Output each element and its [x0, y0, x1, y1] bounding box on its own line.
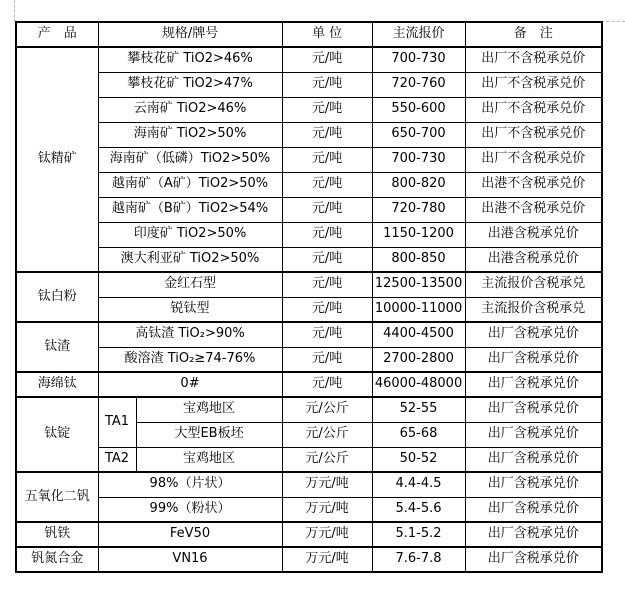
product-group-cell: 五氧化二钒 [16, 472, 98, 522]
unit-cell: 元/吨 [282, 272, 372, 297]
table-row [16, 97, 602, 122]
header-row [16, 22, 602, 47]
spec-cell: 云南矿 TiO2>46% [98, 97, 282, 122]
unit-cell: 万元/吨 [282, 497, 372, 522]
col-header-note: 备 注 [465, 22, 602, 47]
unit-cell: 万元/吨 [282, 547, 372, 572]
table-row [16, 447, 602, 472]
product-group-cell: 钛精矿 [16, 47, 98, 272]
spec-cell: 宝鸡地区 [136, 447, 282, 472]
spec-cell: 海南矿 TiO2>50% [98, 122, 282, 147]
spec-cell: 99%（粉状） [98, 497, 282, 522]
unit-cell: 元/吨 [282, 47, 372, 72]
note-cell: 出厂含税承兑价 [465, 347, 602, 372]
table-row [16, 147, 602, 172]
price-cell: 7.6-7.8 [372, 547, 465, 572]
note-cell: 出厂含税承兑价 [465, 447, 602, 472]
unit-cell: 元/吨 [282, 347, 372, 372]
note-cell: 出厂含税承兑价 [465, 372, 602, 397]
note-cell: 出厂不含税承兑价 [465, 122, 602, 147]
price-cell: 720-760 [372, 72, 465, 97]
grade-cell: TA1 [98, 397, 136, 447]
spec-cell: 宝鸡地区 [136, 397, 282, 422]
table-row [16, 222, 602, 247]
table-row [16, 297, 602, 322]
unit-cell: 元/吨 [282, 222, 372, 247]
table-row [16, 472, 602, 497]
unit-cell: 元/吨 [282, 247, 372, 272]
note-cell: 出厂含税承兑价 [465, 322, 602, 347]
note-cell: 出厂含税承兑价 [465, 522, 602, 547]
note-cell: 出厂不含税承兑价 [465, 47, 602, 72]
product-group-cell: 钛锭 [16, 397, 98, 472]
unit-cell: 万元/吨 [282, 472, 372, 497]
price-cell: 700-730 [372, 47, 465, 72]
page-break-guide-horizontal [601, 21, 625, 22]
unit-cell: 元/吨 [282, 372, 372, 397]
product-group-cell: 海绵钛 [16, 372, 98, 397]
table-row [16, 172, 602, 197]
spec-cell: 攀枝花矿 TiO2>46% [98, 47, 282, 72]
note-cell: 出厂含税承兑价 [465, 472, 602, 497]
table-row [16, 397, 602, 422]
spec-cell: VN16 [98, 547, 282, 572]
note-cell: 出港不含税承兑价 [465, 172, 602, 197]
table-row [16, 547, 602, 572]
table-row [16, 522, 602, 547]
unit-cell: 元/吨 [282, 147, 372, 172]
unit-cell: 元/吨 [282, 97, 372, 122]
price-cell: 46000-48000 [372, 372, 465, 397]
product-group-cell: 钒铁 [16, 522, 98, 547]
col-header-price: 主流报价 [372, 22, 465, 47]
spec-cell: 攀枝花矿 TiO2>47% [98, 72, 282, 97]
table-row [16, 372, 602, 397]
note-cell: 出港含税承兑价 [465, 247, 602, 272]
price-cell: 800-820 [372, 172, 465, 197]
spec-cell: 高钛渣 TiO₂>90% [98, 322, 282, 347]
price-cell: 50-52 [372, 447, 465, 472]
unit-cell: 元/吨 [282, 297, 372, 322]
spec-cell: 0# [98, 372, 282, 397]
price-cell: 700-730 [372, 147, 465, 172]
spec-cell: 澳大利亚矿 TiO2>50% [98, 247, 282, 272]
spec-cell: 越南矿（B矿）TiO2>54% [98, 197, 282, 222]
price-cell: 5.4-5.6 [372, 497, 465, 522]
spec-cell: FeV50 [98, 522, 282, 547]
table-row [16, 247, 602, 272]
note-cell: 主流报价含税承兑 [465, 297, 602, 322]
price-cell: 1150-1200 [372, 222, 465, 247]
note-cell: 出厂不含税承兑价 [465, 97, 602, 122]
unit-cell: 元/公斤 [282, 447, 372, 472]
table-row [16, 347, 602, 372]
spec-cell: 锐钛型 [98, 297, 282, 322]
price-cell: 4.4-4.5 [372, 472, 465, 497]
table-row [16, 272, 602, 297]
note-cell: 出厂不含税承兑价 [465, 147, 602, 172]
spec-cell: 98%（片状） [98, 472, 282, 497]
note-cell: 出厂含税承兑价 [465, 497, 602, 522]
unit-cell: 元/吨 [282, 122, 372, 147]
note-cell: 出厂不含税承兑价 [465, 72, 602, 97]
price-cell: 5.1-5.2 [372, 522, 465, 547]
unit-cell: 元/公斤 [282, 422, 372, 447]
price-cell: 650-700 [372, 122, 465, 147]
spec-cell: 大型EB板坯 [136, 422, 282, 447]
unit-cell: 元/吨 [282, 322, 372, 347]
table-row [16, 197, 602, 222]
page-break-guide-vertical [14, 0, 15, 22]
price-cell: 720-780 [372, 197, 465, 222]
col-header-spec: 规格/牌号 [98, 22, 282, 47]
note-cell: 主流报价含税承兑 [465, 272, 602, 297]
note-cell: 出厂含税承兑价 [465, 397, 602, 422]
table-row [16, 122, 602, 147]
note-cell: 出厂含税承兑价 [465, 547, 602, 572]
product-group-cell: 钛白粉 [16, 272, 98, 322]
table-row [16, 72, 602, 97]
spec-cell: 金红石型 [98, 272, 282, 297]
table-row [16, 497, 602, 522]
price-cell: 550-600 [372, 97, 465, 122]
spec-cell: 海南矿（低磷）TiO2>50% [98, 147, 282, 172]
price-cell: 65-68 [372, 422, 465, 447]
note-cell: 出港含税承兑价 [465, 222, 602, 247]
spec-cell: 越南矿（A矿）TiO2>50% [98, 172, 282, 197]
price-cell: 12500-13500 [372, 272, 465, 297]
note-cell: 出港不含税承兑价 [465, 197, 602, 222]
spec-cell: 酸溶渣 TiO₂≥74-76% [98, 347, 282, 372]
table-row [16, 322, 602, 347]
note-cell: 出厂含税承兑价 [465, 422, 602, 447]
spec-cell: 印度矿 TiO2>50% [98, 222, 282, 247]
unit-cell: 元/吨 [282, 72, 372, 97]
price-cell: 800-850 [372, 247, 465, 272]
product-group-cell: 钛渣 [16, 322, 98, 372]
product-group-cell: 钒氮合金 [16, 547, 98, 572]
grade-cell: TA2 [98, 447, 136, 472]
col-header-product: 产 品 [16, 22, 98, 47]
price-cell: 2700-2800 [372, 347, 465, 372]
unit-cell: 万元/吨 [282, 522, 372, 547]
col-header-unit: 单 位 [282, 22, 372, 47]
unit-cell: 元/公斤 [282, 397, 372, 422]
price-cell: 4400-4500 [372, 322, 465, 347]
price-cell: 10000-11000 [372, 297, 465, 322]
price-cell: 52-55 [372, 397, 465, 422]
table-row [16, 47, 602, 72]
unit-cell: 元/吨 [282, 172, 372, 197]
price-table [15, 21, 603, 573]
unit-cell: 元/吨 [282, 197, 372, 222]
